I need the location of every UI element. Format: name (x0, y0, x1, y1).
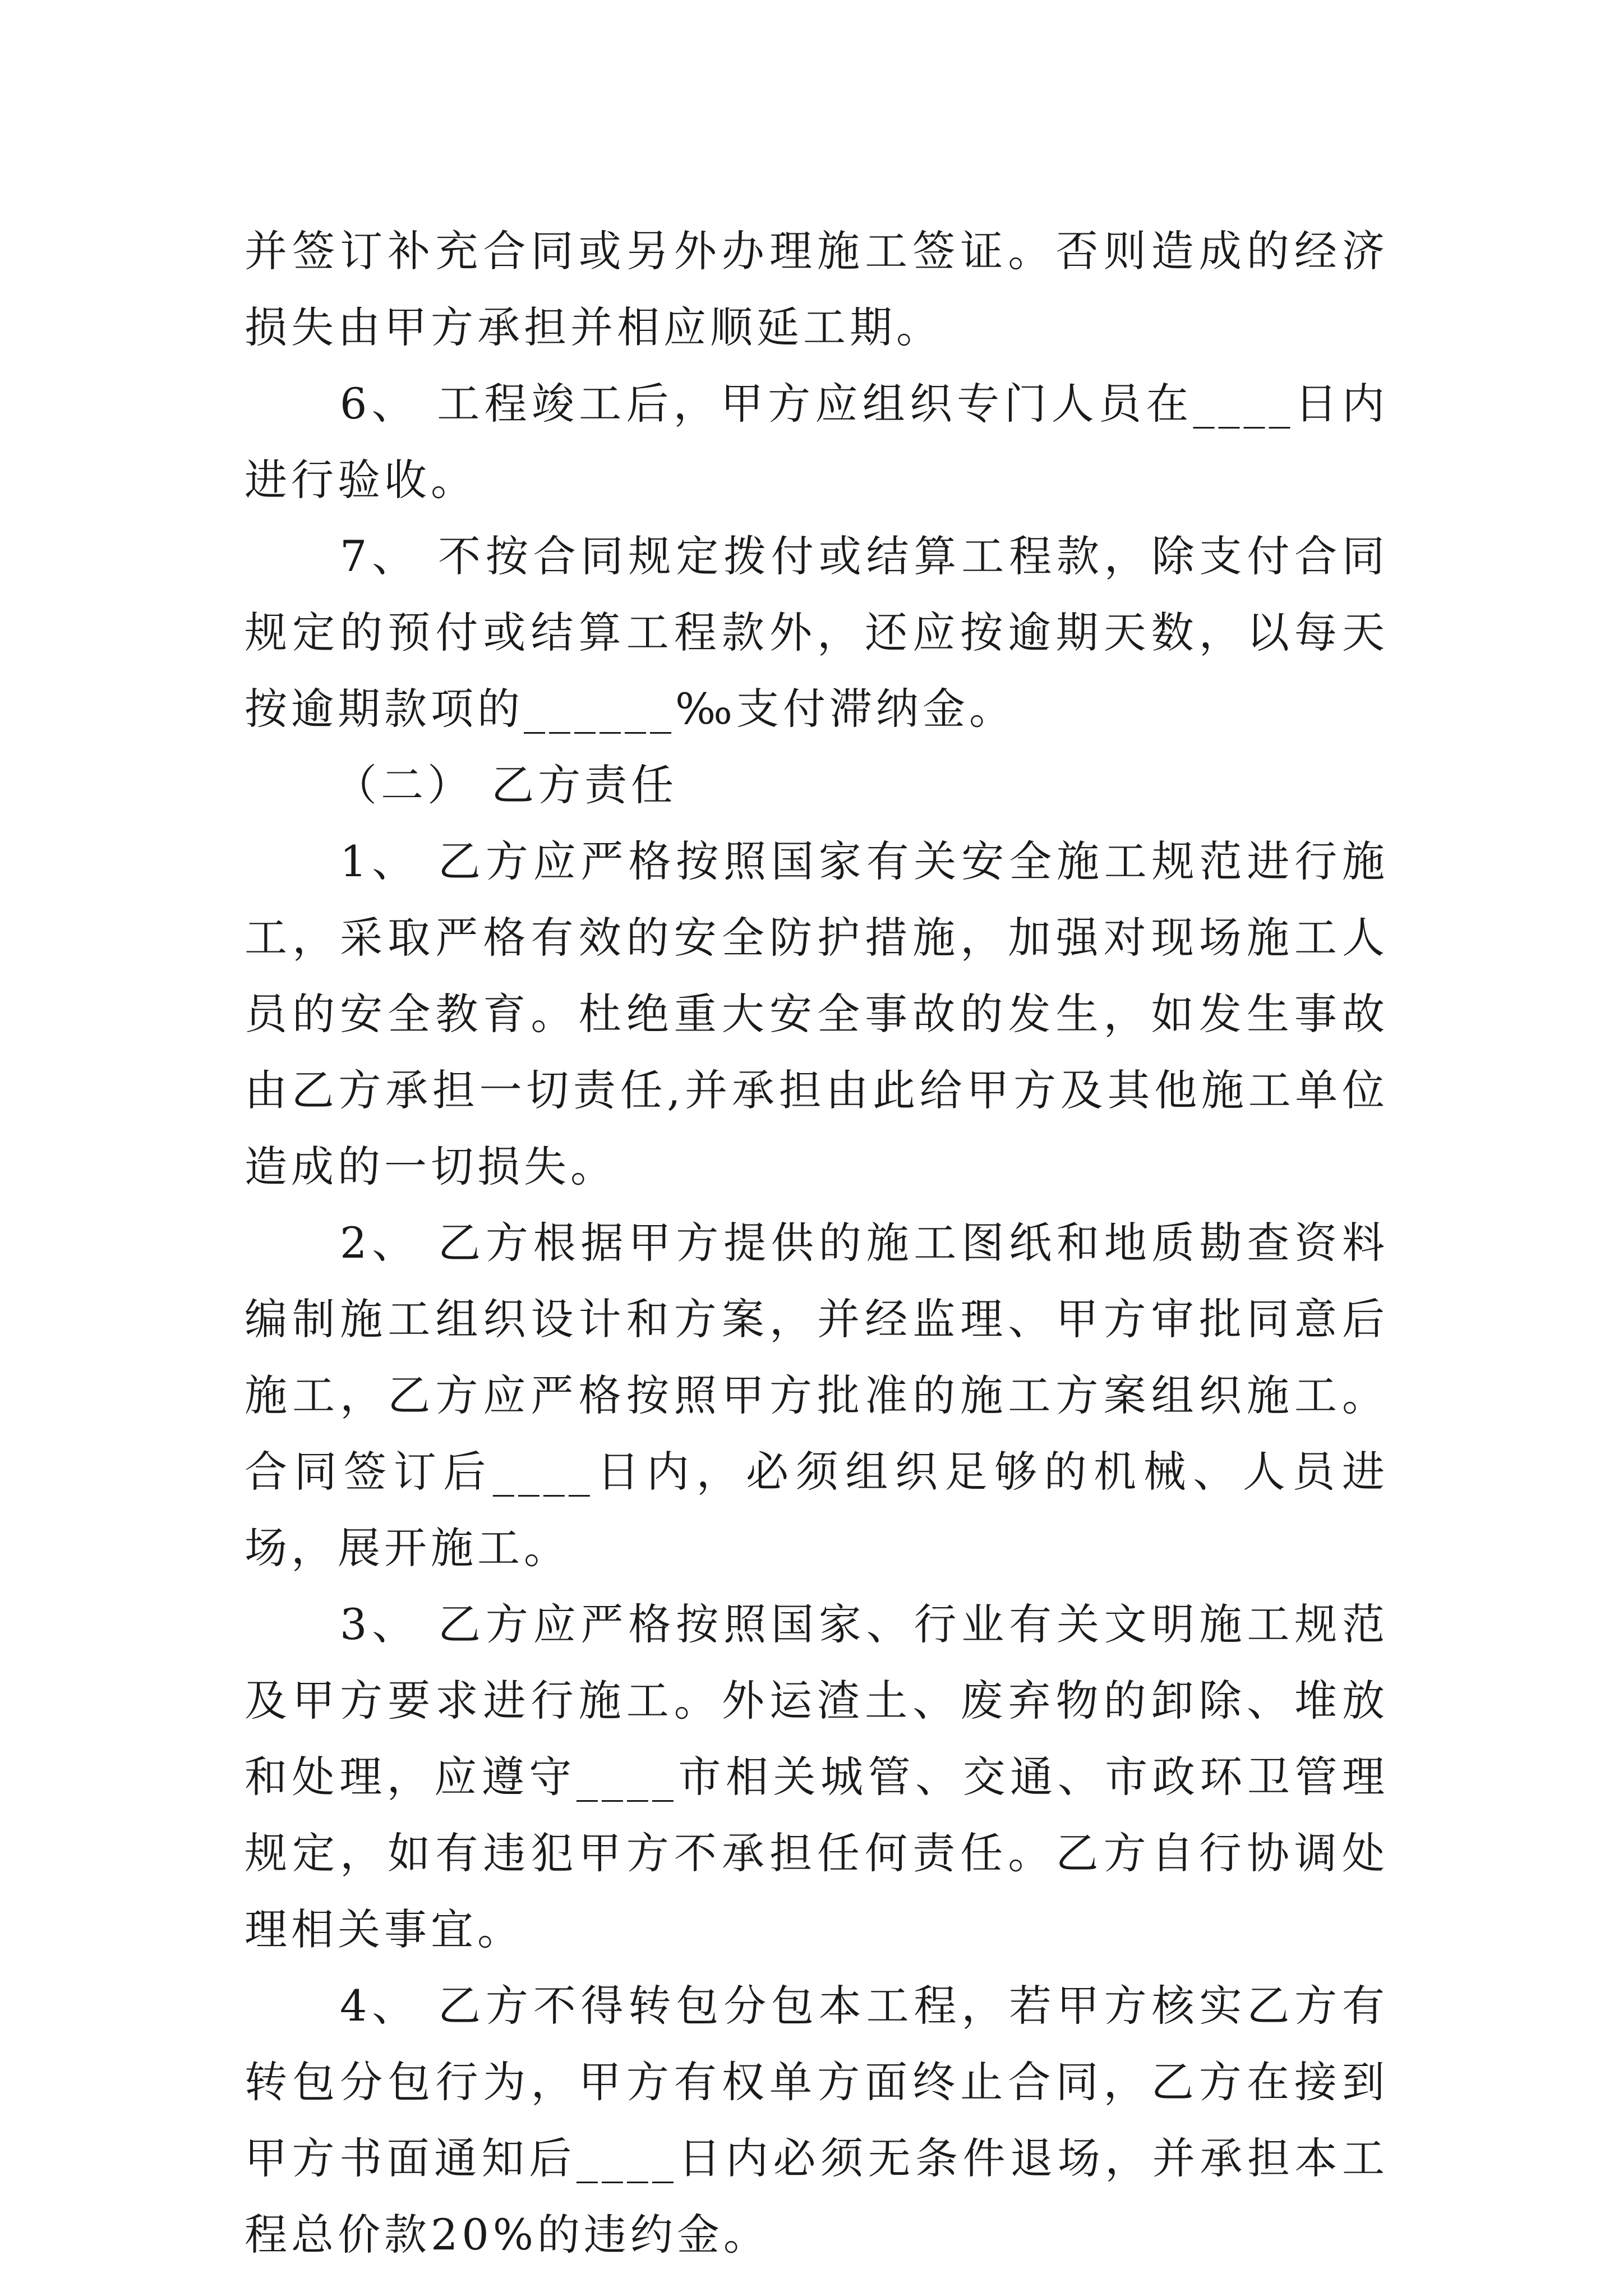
paragraph-b-item-2: 2、 乙方根据甲方提供的施工图纸和地质勘查资料编制施工组织设计和方案，并经监理、甲方审批同意后施工，乙方应严格按照甲方批准的施工方案组织施工。合同签订后____日内，必须组织足够的机械、人员进场，展开施工。 (245, 1218, 1389, 1573)
paragraph-b-item-1: 1、 乙方应严格按照国家有关安全施工规范进行施工，采取严格有效的安全防护措施，加强对现场施工人员的安全教育。杜绝重大安全事故的发生，如发生事故由乙方承担一切责任,并承担由此给甲方及其他施工单位造成的一切损失。 (245, 836, 1389, 1191)
paragraph-item-7: 7、 不按合同规定拨付或结算工程款，除支付合同规定的预付或结算工程款外，还应按逾期天数，以每天按逾期款项的______‰支付滞纳金。 (245, 531, 1389, 734)
paragraph-continuation: 并签订补充合同或另外办理施工签证。否则造成的经济损失由甲方承担并相应顺延工期。 (245, 226, 1389, 352)
document-body (245, 213, 1389, 2273)
paragraph-b-item-4: 4、 乙方不得转包分包本工程，若甲方核实乙方有转包分包行为，甲方有权单方面终止合同，乙方在接到甲方书面通知后____日内必须无条件退场，并承担本工程总价款20%的违约金。 (245, 1981, 1389, 2260)
paragraph-item-6: 6、 工程竣工后，甲方应组织专门人员在____日内进行验收。 (245, 379, 1389, 505)
section-heading-party-b: （二） 乙方责任 (334, 760, 678, 810)
paragraph-b-item-3: 3、 乙方应严格按照国家、行业有关文明施工规范及甲方要求进行施工。外运渣土、废弃物的卸除、堆放和处理，应遵守____市相关城管、交通、市政环卫管理规定，如有违犯甲方不承担任何责任。乙方自行协调处理相关事宜。 (245, 1599, 1389, 1954)
